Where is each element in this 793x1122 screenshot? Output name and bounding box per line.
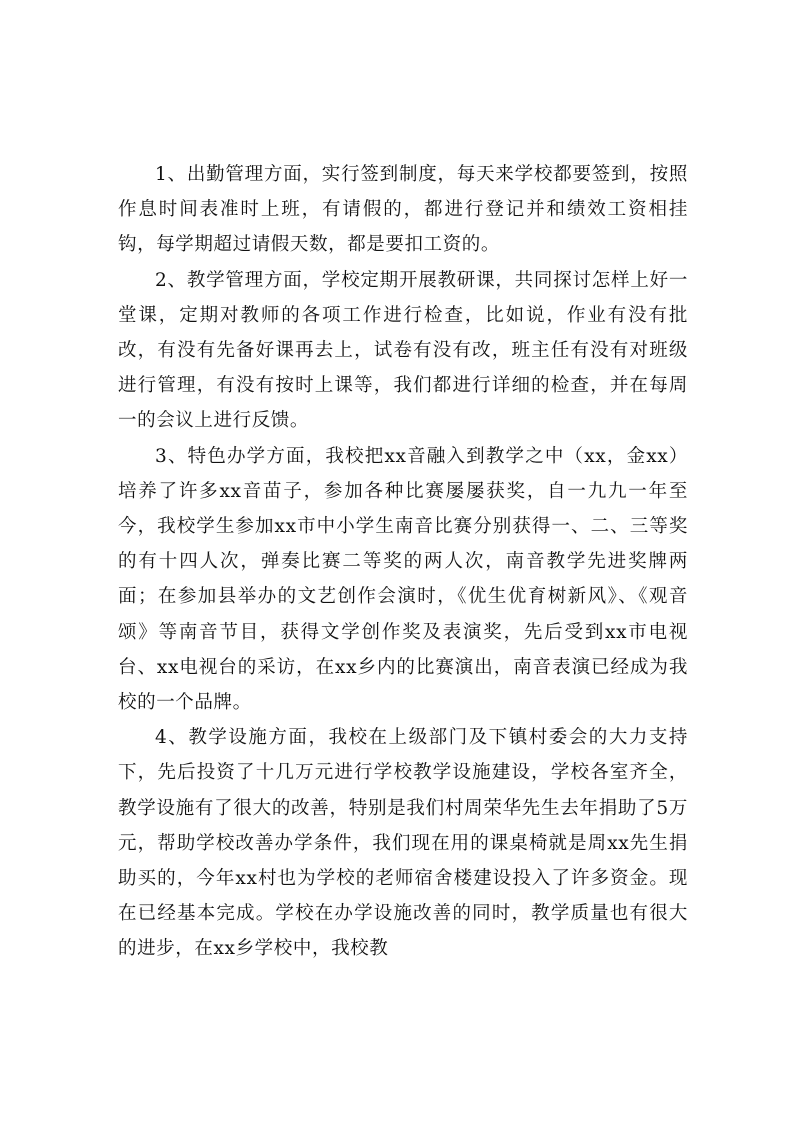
paragraph-special-education: 3、特色办学方面，我校把xx音融入到教学之中（xx，金xx）培养了许多xx音苗子，参加各种比赛屡屡获奖，自一九九一年至今，我校学生参加xx市中小学生南音比赛分别获得一、二、三等奖的有十四人次，弹奏比赛二等奖的两人次，南音教学先进奖牌两面；在参加县举办的文艺创作会演时，《优生优育树新风》、《观音颂》等南音节目，获得文学创作奖及表演奖，先后受到xx市电视台、xx电视台的采访，在xx乡内的比赛演出，南音表演已经成为我校的一个品牌。 [118,445,688,714]
paragraph-attendance-management: 1、出勤管理方面，实行签到制度，每天来学校都要签到，按照作息时间表准时上班，有请假的，都进行登记并和绩效工资相挂钩，每学期超过请假天数，都是要扣工资的。 [118,164,688,256]
paragraph-teaching-management: 2、教学管理方面，学校定期开展教研课，共同探讨怎样上好一堂课，定期对教师的各项工作进行检查，比如说，作业有没有批改，有没有先备好课再去上，试卷有没有改，班主任有没有对班级进行管理，有没有按时上课等，我们都进行详细的检查，并在每周一的会议上进行反馈。 [118,269,688,432]
document-body [118,157,688,967]
paragraph-teaching-facilities: 4、教学设施方面，我校在上级部门及下镇村委会的大力支持下，先后投资了十几万元进行学校教学设施建设，学校各室齐全，教学设施有了很大的改善，特别是我们村周荣华先生去年捐助了5万元，帮助学校改善办学条件，我们现在用的课桌椅就是周xx先生捐助买的，今年xx村也为学校的老师宿舍楼建设投入了许多资金。现在已经基本完成。学校在办学设施改善的同时，教学质量也有很大的进步，在xx乡学校中，我校教 [118,727,688,960]
